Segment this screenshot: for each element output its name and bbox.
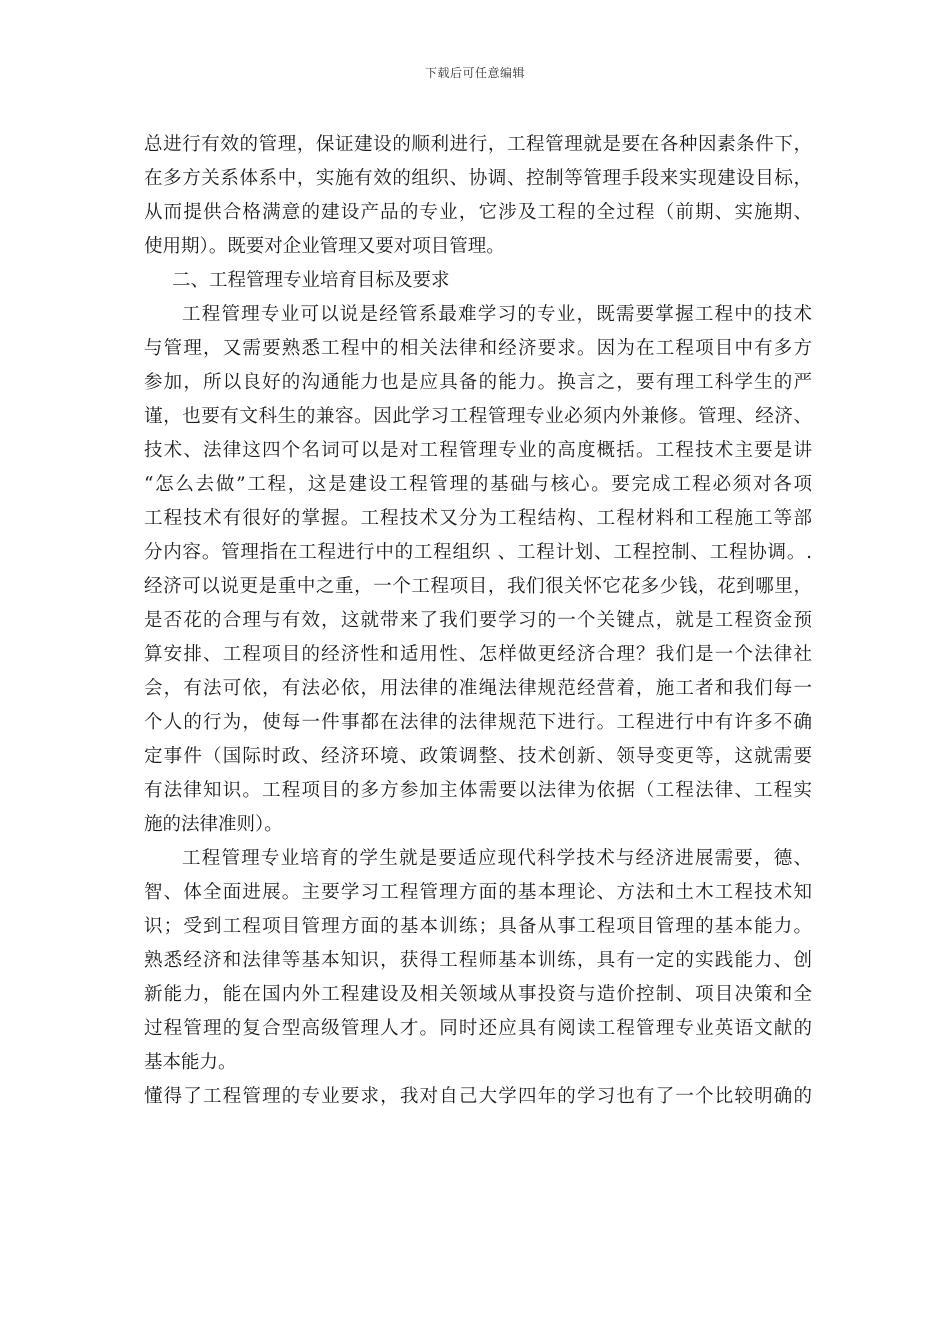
text-line: 工程管理专业可以说是经管系最难学习的专业，既需要掌握工程中的技术 (182, 304, 812, 325)
text-line: 技术、法律这四个名词可以是对工程管理专业的高度概括。工程技术主要是讲 (144, 440, 812, 461)
text-line: 算安排、工程项目的经济性和适用性、怎样做更经济合理？我们是一个法律社 (144, 644, 812, 665)
text-line: 懂得了工程管理的专业要求，我对自己大学四年的学习也有了一个比较明确的 (144, 1086, 812, 1107)
text-line: 工程管理专业培育的学生就是要适应现代科学技术与经济进展需要，德、 (182, 848, 812, 869)
text-line: 二、工程管理专业培育目标及要求 (172, 270, 450, 291)
text-line: 新能力，能在国内外工程建设及相关领域从事投资与造价控制、项目决策和全 (144, 984, 812, 1005)
text-line: 总进行有效的管理，保证建设的顺利进行，工程管理就是要在各种因素条件下， (144, 134, 812, 155)
page-header: 下载后可任意编辑 (424, 66, 525, 80)
text-line: 识；受到工程项目管理方面的基本训练；具备从事工程项目管理的基本能力。 (144, 916, 812, 937)
text-line: 施的法律准则）。 (144, 814, 283, 835)
text-line: 过程管理的复合型高级管理人才。同时还应具有阅读工程管理专业英语文献的 (144, 1018, 812, 1039)
text-line: 在多方关系体系中，实施有效的组织、协调、控制等管理手段来实现建设目标， (144, 168, 812, 189)
text-line: 分内容。管理指在工程进行中的工程组织 、工程计划、工程控制、工程协调。. (144, 542, 812, 563)
text-line: 是否花的合理与有效，这就带来了我们要学习的一个关键点，就是工程资金预 (144, 610, 812, 631)
text-line: 有法律知识。工程项目的多方参加主体需要以法律为依据（工程法律、工程实 (144, 780, 812, 801)
text-line: 个人的行为，使每一件事都在法律的法律规范下进行。工程进行中有许多不确 (144, 712, 812, 733)
text-line: 工程技术有很好的掌握。工程技术又分为工程结构、工程材料和工程施工等部 (144, 508, 812, 529)
text-line: “怎么去做”工程，这是建设工程管理的基础与核心。要完成工程必须对各项 (144, 474, 812, 495)
text-line: 谨，也要有文科生的兼容。因此学习工程管理专业必须内外兼修。管理、经济、 (144, 406, 812, 427)
text-line: 与管理，又需要熟悉工程中的相关法律和经济要求。因为在工程项目中有多方 (144, 338, 812, 359)
text-line: 从而提供合格满意的建设产品的专业，它涉及工程的全过程（前期、实施期、 (144, 202, 812, 223)
text-line: 参加，所以良好的沟通能力也是应具备的能力。换言之，要有理工科学生的严 (144, 372, 812, 393)
text-line: 经济可以说更是重中之重，一个工程项目，我们很关怀它花多少钱，花到哪里， (144, 576, 812, 597)
text-line: 智、体全面进展。主要学习工程管理方面的基本理论、方法和土木工程技术知 (144, 882, 812, 903)
text-line: 熟悉经济和法律等基本知识，获得工程师基本训练，具有一定的实践能力、创 (144, 950, 812, 971)
document-body (144, 128, 812, 1114)
text-line: 基本能力。 (144, 1052, 237, 1073)
text-line: 会，有法可依，有法必依，用法律的准绳法律规范经营着，施工者和我们每一 (144, 678, 812, 699)
text-line: 定事件（国际时政、经济环境、政策调整、技术创新、领导变更等，这就需要 (144, 746, 812, 767)
text-line: 使用期）。既要对企业管理又要对项目管理。 (144, 236, 505, 257)
